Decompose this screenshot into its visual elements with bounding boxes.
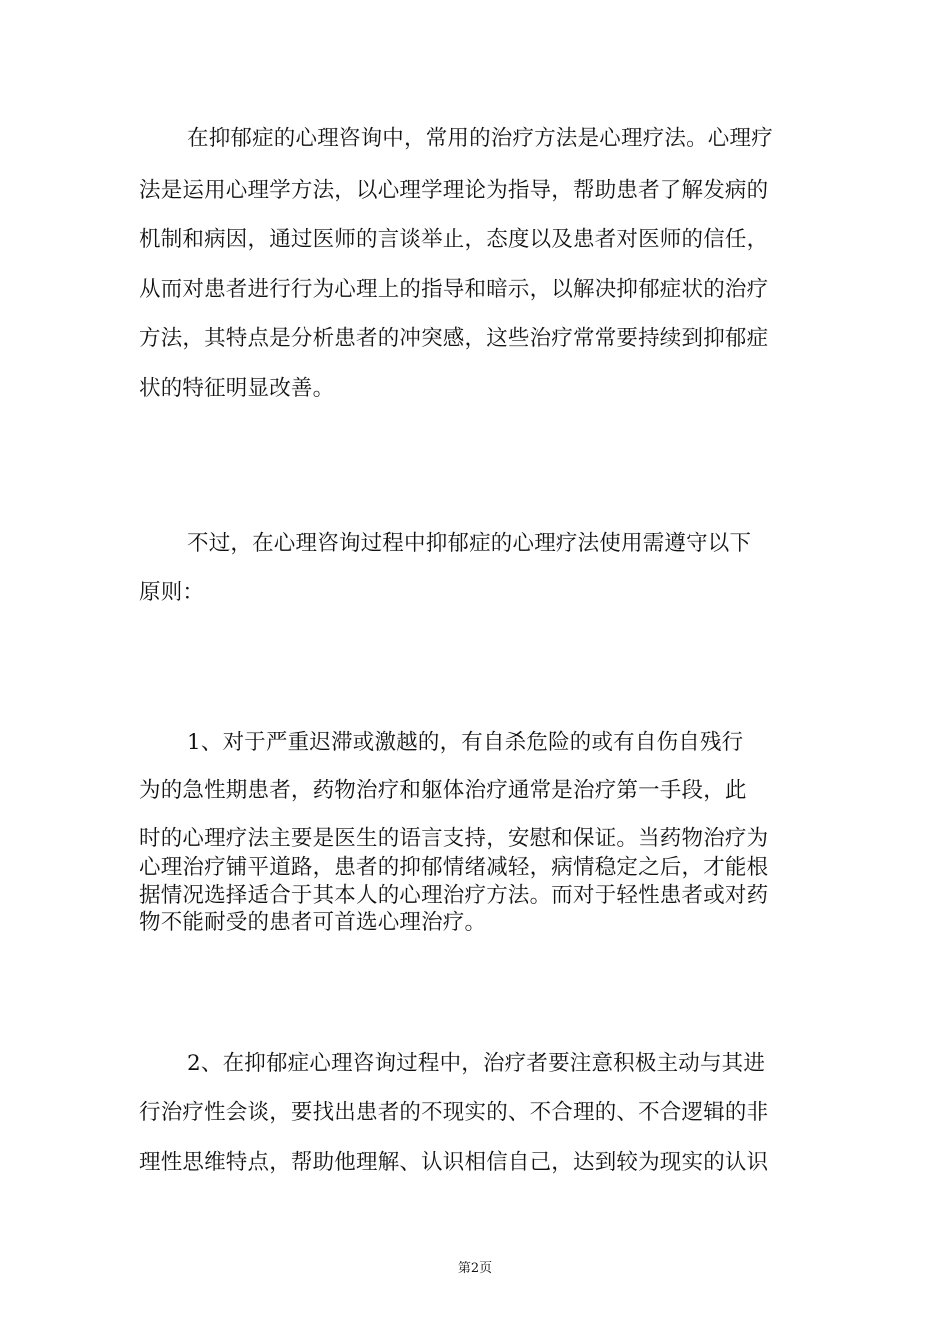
paragraph-3-line-5: 据情况选择适合于其本人的心理治疗方法。而对于轻性患者或对药 xyxy=(139,883,769,908)
paragraph-3-line-4: 心理治疗铺平道路，患者的抑郁情绪减轻，病情稳定之后，才能根 xyxy=(139,855,769,880)
paragraph-2-line-1: 不过，在心理咨询过程中抑郁症的心理疗法使用需遵守以下 xyxy=(187,531,752,556)
paragraph-1-line-4: 从而对患者进行行为心理上的指导和暗示，以解决抑郁症状的治疗 xyxy=(139,277,769,302)
paragraph-3-line-2: 为的急性期患者，药物治疗和躯体治疗通常是治疗第一手段，此 xyxy=(139,778,747,803)
paragraph-1-line-2: 法是运用心理学方法，以心理学理论为指导，帮助患者了解发病的 xyxy=(139,178,769,203)
paragraph-4-line-1: 2、在抑郁症心理咨询过程中，治疗者要注意积极主动与其进 xyxy=(187,1051,766,1076)
paragraph-2-line-2: 原则： xyxy=(139,580,205,605)
paragraph-4-line-2: 行治疗性会谈，要找出患者的不现实的、不合理的、不合逻辑的非 xyxy=(139,1100,769,1125)
paragraph-3-line-1: 1、对于严重迟滞或激越的，有自杀危险的或有自伤自残行 xyxy=(187,730,744,755)
paragraph-4-line-3: 理性思维特点，帮助他理解、认识相信自己，达到较为现实的认识 xyxy=(139,1150,769,1175)
paragraph-1-line-6: 状的特征明显改善。 xyxy=(139,376,335,401)
paragraph-1-line-1: 在抑郁症的心理咨询中，常用的治疗方法是心理疗法。心理疗 xyxy=(187,126,773,151)
paragraph-3-line-6: 物不能耐受的患者可首选心理治疗。 xyxy=(139,910,487,935)
paragraph-1-line-5: 方法，其特点是分析患者的冲突感，这些治疗常常要持续到抑郁症 xyxy=(139,326,769,351)
page-number: 第2页 xyxy=(457,1261,493,1276)
paragraph-3-line-3: 时的心理疗法主要是医生的语言支持，安慰和保证。当药物治疗为 xyxy=(139,826,769,851)
paragraph-1-line-3: 机制和病因，通过医师的言谈举止，态度以及患者对医师的信任， xyxy=(139,227,769,252)
